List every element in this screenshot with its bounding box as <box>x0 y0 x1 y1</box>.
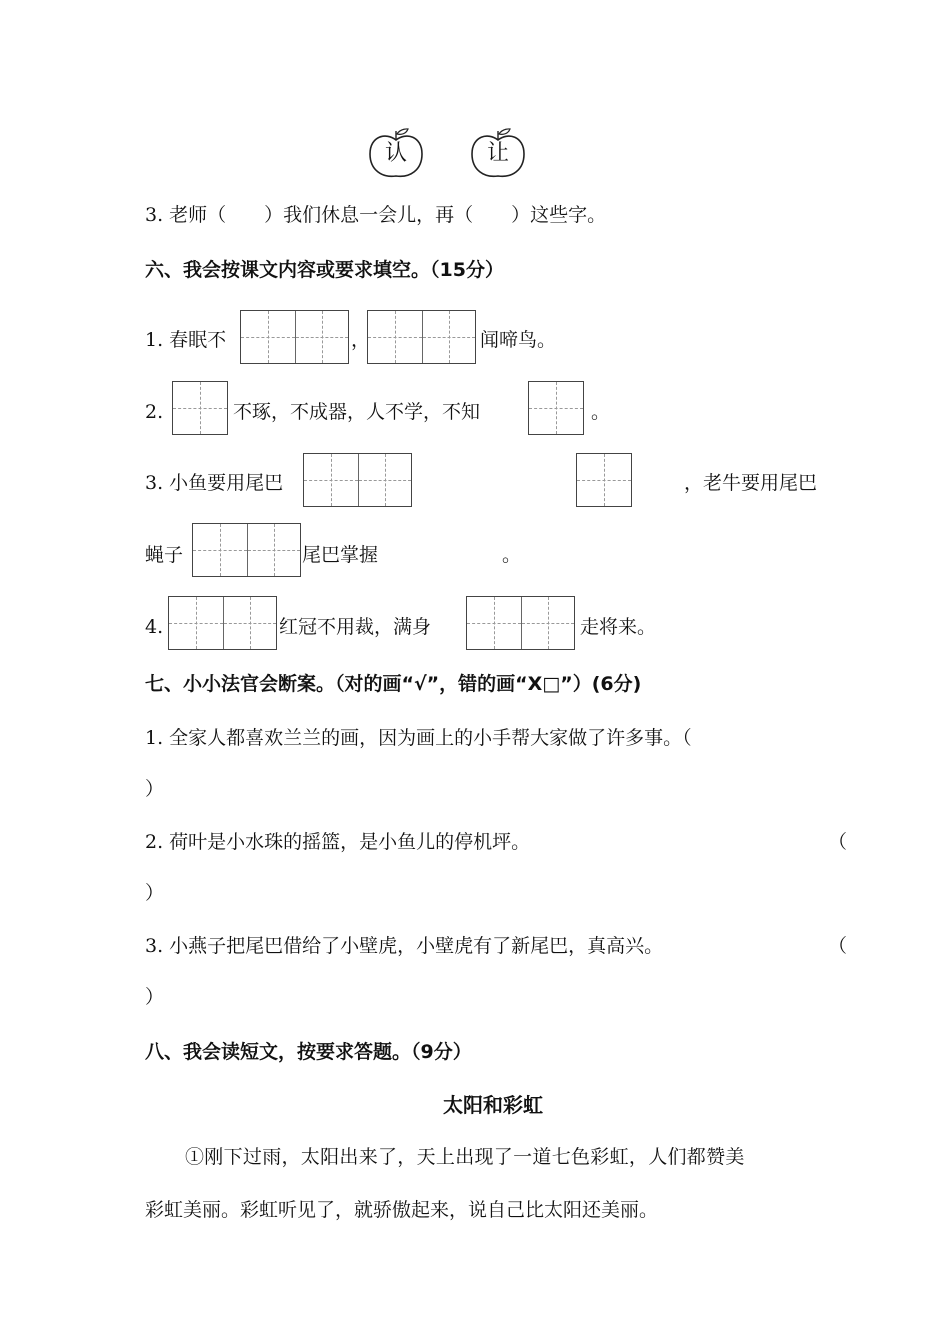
s7-question-3: 3. 小燕子把尾巴借给了小壁虎，小壁虎有了新尾巴，真高兴。 <box>145 935 664 957</box>
s6-line3-suffix: ，老牛要用尾巴 <box>684 472 818 494</box>
s6-line3b-prefix: 蝇子 <box>145 544 184 566</box>
section-6-heading: 六、我会按课文内容或要求填空。（15分） <box>145 259 504 281</box>
s7-question-2: 2. 荷叶是小水珠的摇篮，是小鱼儿的停机坪。 <box>145 831 531 853</box>
s6-line4-prefix: 4. <box>145 616 164 638</box>
apple-char-card <box>468 126 528 182</box>
s7-q1-close-paren[interactable]: ） <box>145 778 165 800</box>
answer-grid[interactable] <box>172 381 228 435</box>
passage-paragraph-line: 彩虹美丽。彩虹听见了，就骄傲起来，说自己比太阳还美丽。 <box>145 1199 659 1221</box>
s6-line1-prefix: 1. 春眠不 <box>145 329 227 351</box>
answer-grid[interactable] <box>367 310 476 364</box>
apple-char: 让 <box>486 141 509 166</box>
section-7-heading: 七、小小法官会断案。（对的画“√”，错的画“X□”）(6分) <box>145 673 642 695</box>
apple-char-card <box>366 126 426 182</box>
s6-line2-prefix: 2. <box>145 401 164 423</box>
s7-q2-open-paren[interactable]: （ <box>828 831 848 853</box>
s6-line4-suffix: 走将来。 <box>580 616 657 638</box>
s6-line1-suffix: 闻啼鸟。 <box>480 329 557 351</box>
answer-grid[interactable] <box>303 453 412 507</box>
s6-line3-prefix: 3. 小鱼要用尾巴 <box>145 472 284 494</box>
answer-grid[interactable] <box>168 596 277 650</box>
s6-line4-middle: 红冠不用裁，满身 <box>279 616 432 638</box>
s6-line2-suffix: 。 <box>591 401 611 423</box>
s7-q3-open-paren[interactable]: （ <box>828 935 848 957</box>
passage-paragraph-line: ①刚下过雨，太阳出来了，天上出现了一道七色彩虹，人们都赞美 <box>185 1146 745 1168</box>
answer-grid[interactable] <box>528 381 584 435</box>
passage-title: 太阳和彩虹 <box>443 1093 543 1117</box>
s6-line3b-suffix: 。 <box>502 544 522 566</box>
s7-q2-close-paren[interactable]: ） <box>145 882 165 904</box>
answer-grid[interactable] <box>466 596 575 650</box>
s6-line1-comma: ， <box>351 329 371 351</box>
s7-q3-close-paren[interactable]: ） <box>145 986 165 1008</box>
s6-line2-middle: 不琢，不成器，人不学，不知 <box>233 401 481 423</box>
s6-line3b-middle: 尾巴掌握 <box>302 544 379 566</box>
answer-grid[interactable] <box>192 523 301 577</box>
section-8-heading: 八、我会读短文，按要求答题。（9分） <box>145 1041 472 1063</box>
apple-char: 认 <box>384 141 407 166</box>
question-5-3: 3. 老师（ ）我们休息一会儿，再（ ）这些字。 <box>145 204 607 226</box>
s7-question-1: 1. 全家人都喜欢兰兰的画，因为画上的小手帮大家做了许多事。（ <box>145 727 692 749</box>
answer-grid[interactable] <box>240 310 349 364</box>
answer-grid[interactable] <box>576 453 632 507</box>
